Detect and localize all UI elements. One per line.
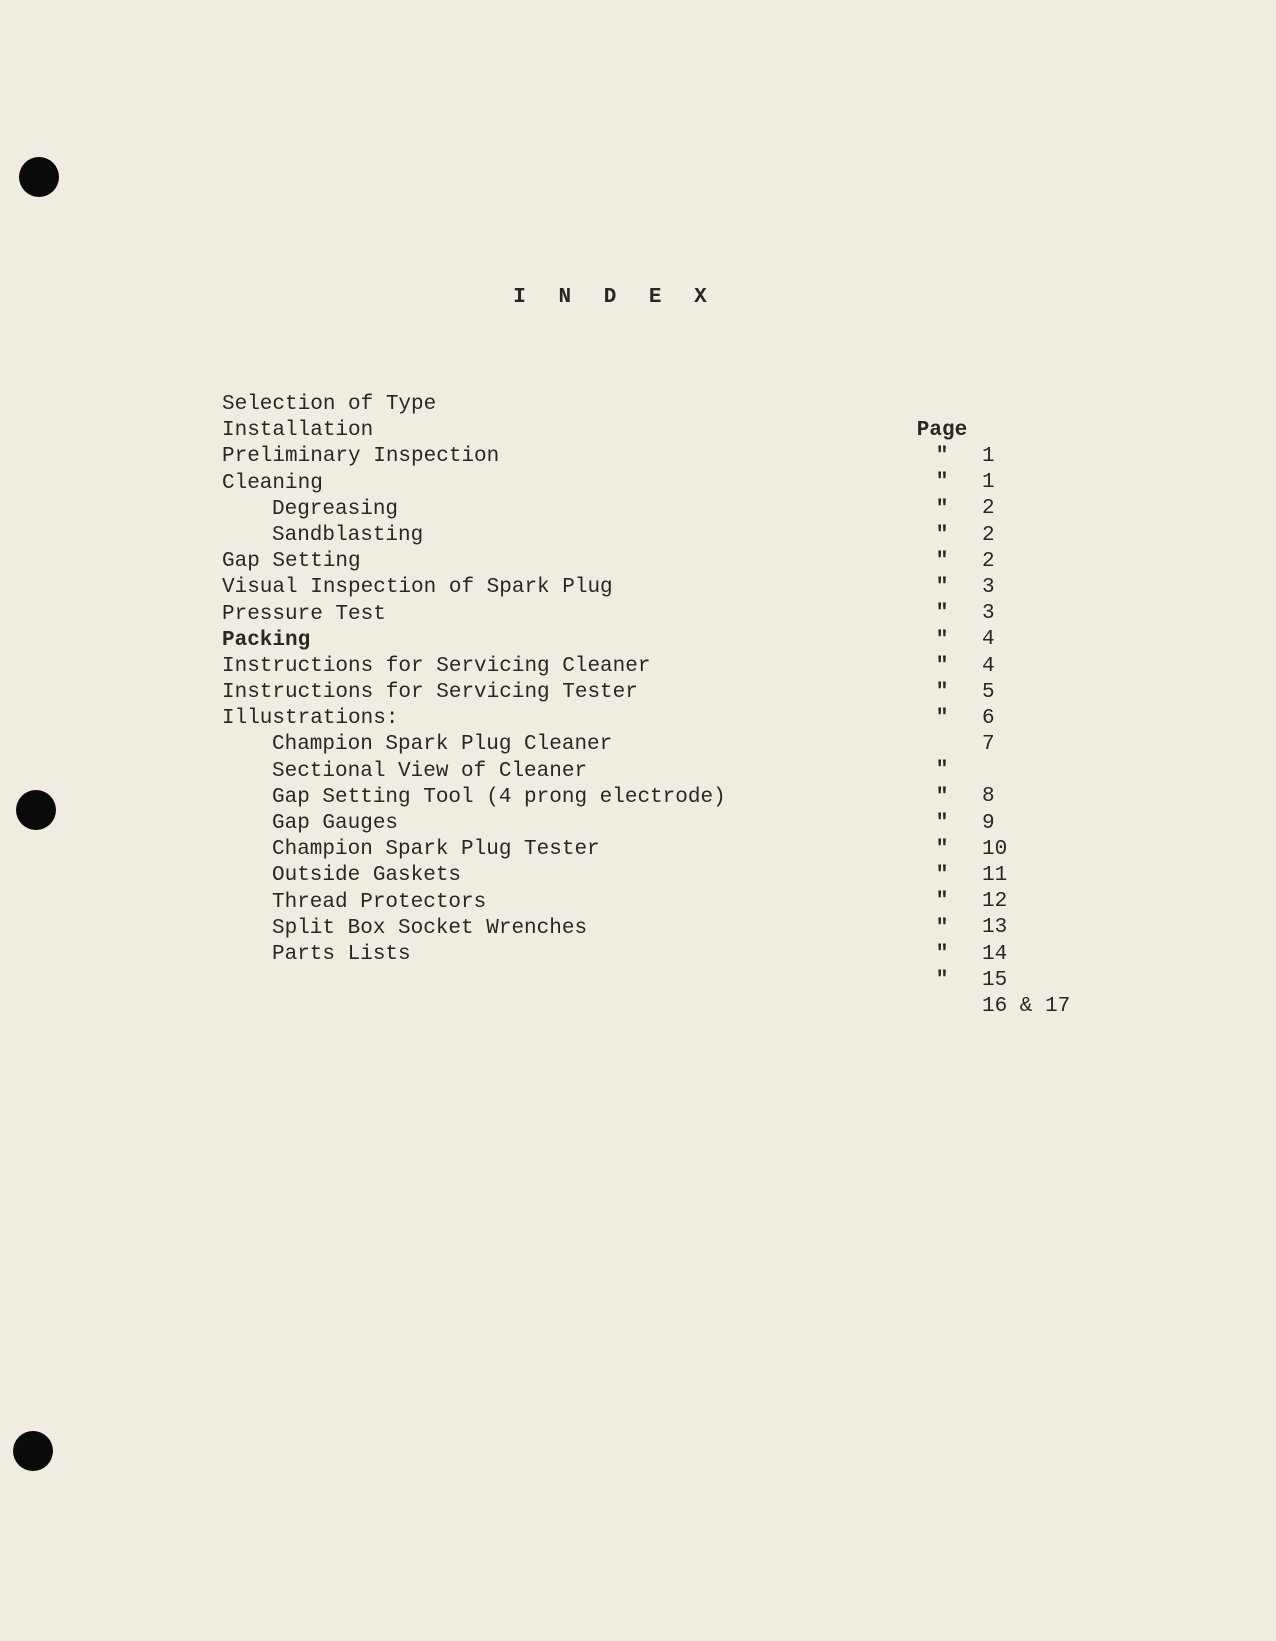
ditto-mark: " [935, 680, 949, 704]
entry-page: 2 [982, 549, 995, 573]
entry-label: Visual Inspection of Spark Plug [222, 576, 613, 600]
entry-label: Gap Gauges [272, 812, 399, 835]
ditto-mark: " [935, 785, 949, 809]
entry-label: Parts Lists [272, 942, 411, 966]
toc-entry [222, 680, 1122, 731]
entry-page: 4 [982, 628, 995, 652]
ditto-mark: " [935, 811, 949, 835]
ditto-mark: " [935, 628, 949, 652]
entry-page: 5 [982, 680, 995, 704]
entry-page: 11 [982, 864, 1008, 887]
ditto-mark: " [935, 549, 949, 573]
entry-page: 3 [982, 602, 995, 626]
ditto-mark: " [935, 968, 949, 992]
ditto-mark: " [935, 942, 949, 966]
punch-hole [16, 790, 56, 830]
entry-label: Cleaning [222, 471, 323, 495]
ditto-mark: " [935, 916, 949, 940]
entry-page: 2 [982, 497, 995, 521]
entry-page: 9 [982, 811, 995, 835]
entry-label: Outside Gaskets [272, 864, 462, 888]
ditto-mark: " [935, 759, 949, 783]
entry-label: Installation [222, 419, 374, 443]
entry-label: Gap Setting [222, 550, 361, 574]
entry-label: Sandblasting [272, 523, 424, 547]
entry-label: Selection of Type [222, 393, 437, 416]
entry-label: Preliminary Inspection [222, 445, 500, 469]
ditto-mark: " [935, 497, 949, 521]
entry-page: 10 [982, 837, 1008, 861]
entry-page: 15 [982, 968, 1008, 992]
entry-label: Split Box Socket Wrenches [272, 916, 588, 940]
index-title: I N D E X [513, 286, 717, 309]
entry-label: Champion Spark Plug Cleaner [272, 733, 613, 757]
entry-page: 4 [982, 654, 995, 678]
entry-page: 1 [982, 471, 995, 495]
ditto-mark: " [935, 864, 949, 888]
ditto-mark: " [935, 654, 949, 678]
entry-label: Instructions for Servicing Cleaner [222, 654, 651, 678]
entry-page: 2 [982, 523, 995, 547]
punch-hole [13, 1431, 53, 1471]
entry-page: 14 [982, 942, 1008, 966]
ditto-mark: " [935, 576, 949, 600]
ditto-mark: " [935, 838, 949, 861]
ditto-mark: " [935, 707, 949, 731]
entry-page: 6 [982, 706, 995, 730]
entry-label: Degreasing [272, 497, 399, 521]
section-heading: Illustrations: [222, 707, 399, 731]
entry-page: 8 [982, 785, 995, 809]
ditto-mark: " [935, 445, 949, 469]
entry-label: Thread Protectors [272, 890, 487, 914]
entry-page: 12 [982, 890, 1008, 914]
entry-page: 1 [982, 445, 995, 468]
entry-page: 7 [982, 733, 995, 757]
ditto-mark: " [935, 890, 949, 914]
punch-hole [19, 157, 59, 197]
entry-label: Champion Spark Plug Tester [272, 838, 600, 862]
ditto-mark: " [935, 602, 949, 626]
ditto-mark: " [935, 523, 949, 547]
entry-label: Sectional View of Cleaner [272, 759, 588, 783]
entry-page: 13 [982, 916, 1008, 940]
entry-label: Gap Setting Tool (4 prong electrode) [272, 785, 726, 809]
entry-page: 3 [982, 575, 995, 599]
entry-page: 16 & 17 [982, 994, 1071, 1018]
ditto-mark: " [935, 471, 949, 495]
entry-label: Packing [222, 628, 311, 652]
table-of-contents [222, 366, 1122, 1018]
entry-label: Instructions for Servicing Tester [222, 681, 638, 705]
page-header-label: Page [916, 419, 968, 442]
entry-label: Pressure Test [222, 602, 386, 626]
